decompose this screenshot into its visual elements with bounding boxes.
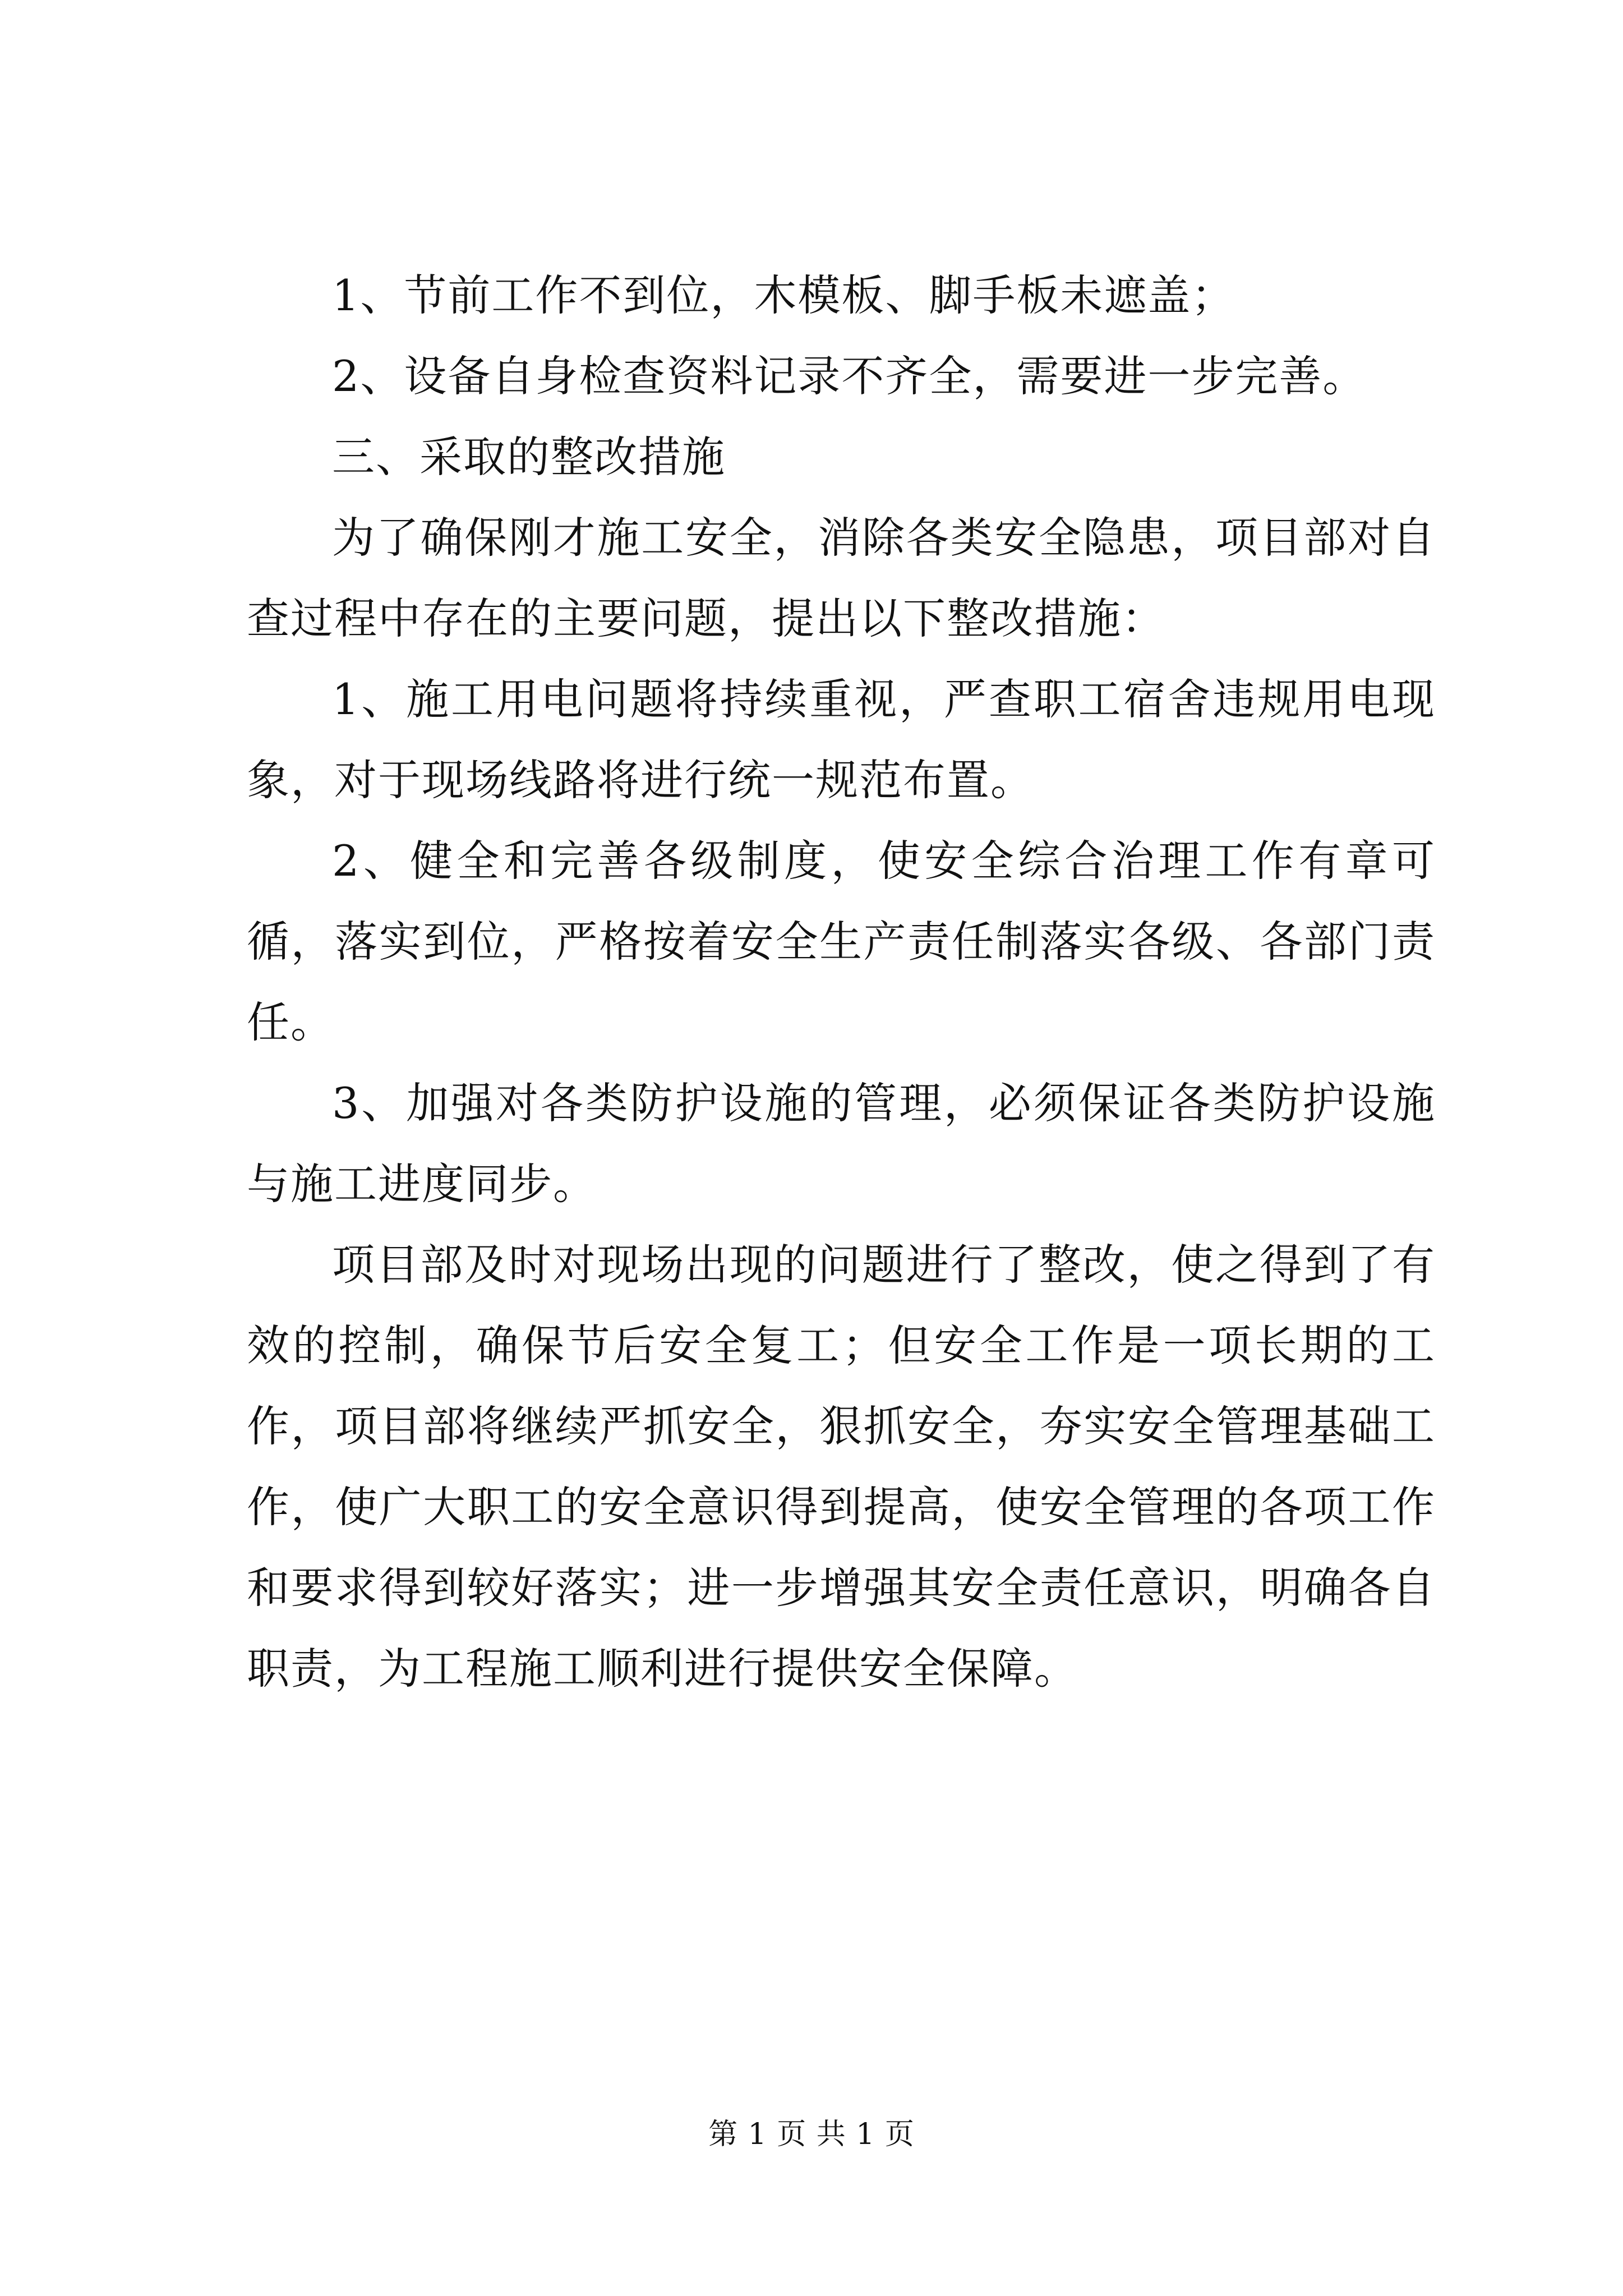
measure-item-1: 1、施工用电问题将持续重视，严查职工宿舍违规用电现象，对于现场线路将进行统一规范布置。 bbox=[247, 674, 1436, 805]
list-item-2: 2、设备自身检查资料记录不齐全，需要进一步完善。 bbox=[332, 351, 1367, 401]
conclusion-paragraph: 项目部及时对现场出现的问题进行了整改，使之得到了有效的控制，确保节后安全复工；但安全工作是一项长期的工作，项目部将继续严抓安全，狠抓安全，夯实安全管理基础工作，使广大职工的安全意识得到提高，使安全管理的各项工作和要求得到较好落实；进一步增强其安全责任意识，明确各自职责，为工程施工顺利进行提供安全保障。 bbox=[247, 1240, 1436, 1694]
document-body bbox=[247, 255, 1436, 1709]
list-item-1: 1、节前工作不到位，木模板、脚手板未遮盖； bbox=[332, 270, 1235, 320]
page-footer: 第 1 页 共 1 页 bbox=[708, 2118, 915, 2151]
measure-item-3: 3、加强对各类防护设施的管理，必须保证各类防护设施与施工进度同步。 bbox=[247, 1078, 1436, 1209]
intro-paragraph: 为了确保刚才施工安全，消除各类安全隐患，项目部对自查过程中存在的主要问题，提出以下整改措施： bbox=[247, 513, 1436, 643]
measure-item-2: 2、健全和完善各级制度，使安全综合治理工作有章可循，落实到位，严格按着安全生产责任制落实各级、各部门责任。 bbox=[247, 836, 1436, 1047]
section-heading: 三、采取的整改措施 bbox=[332, 432, 726, 482]
